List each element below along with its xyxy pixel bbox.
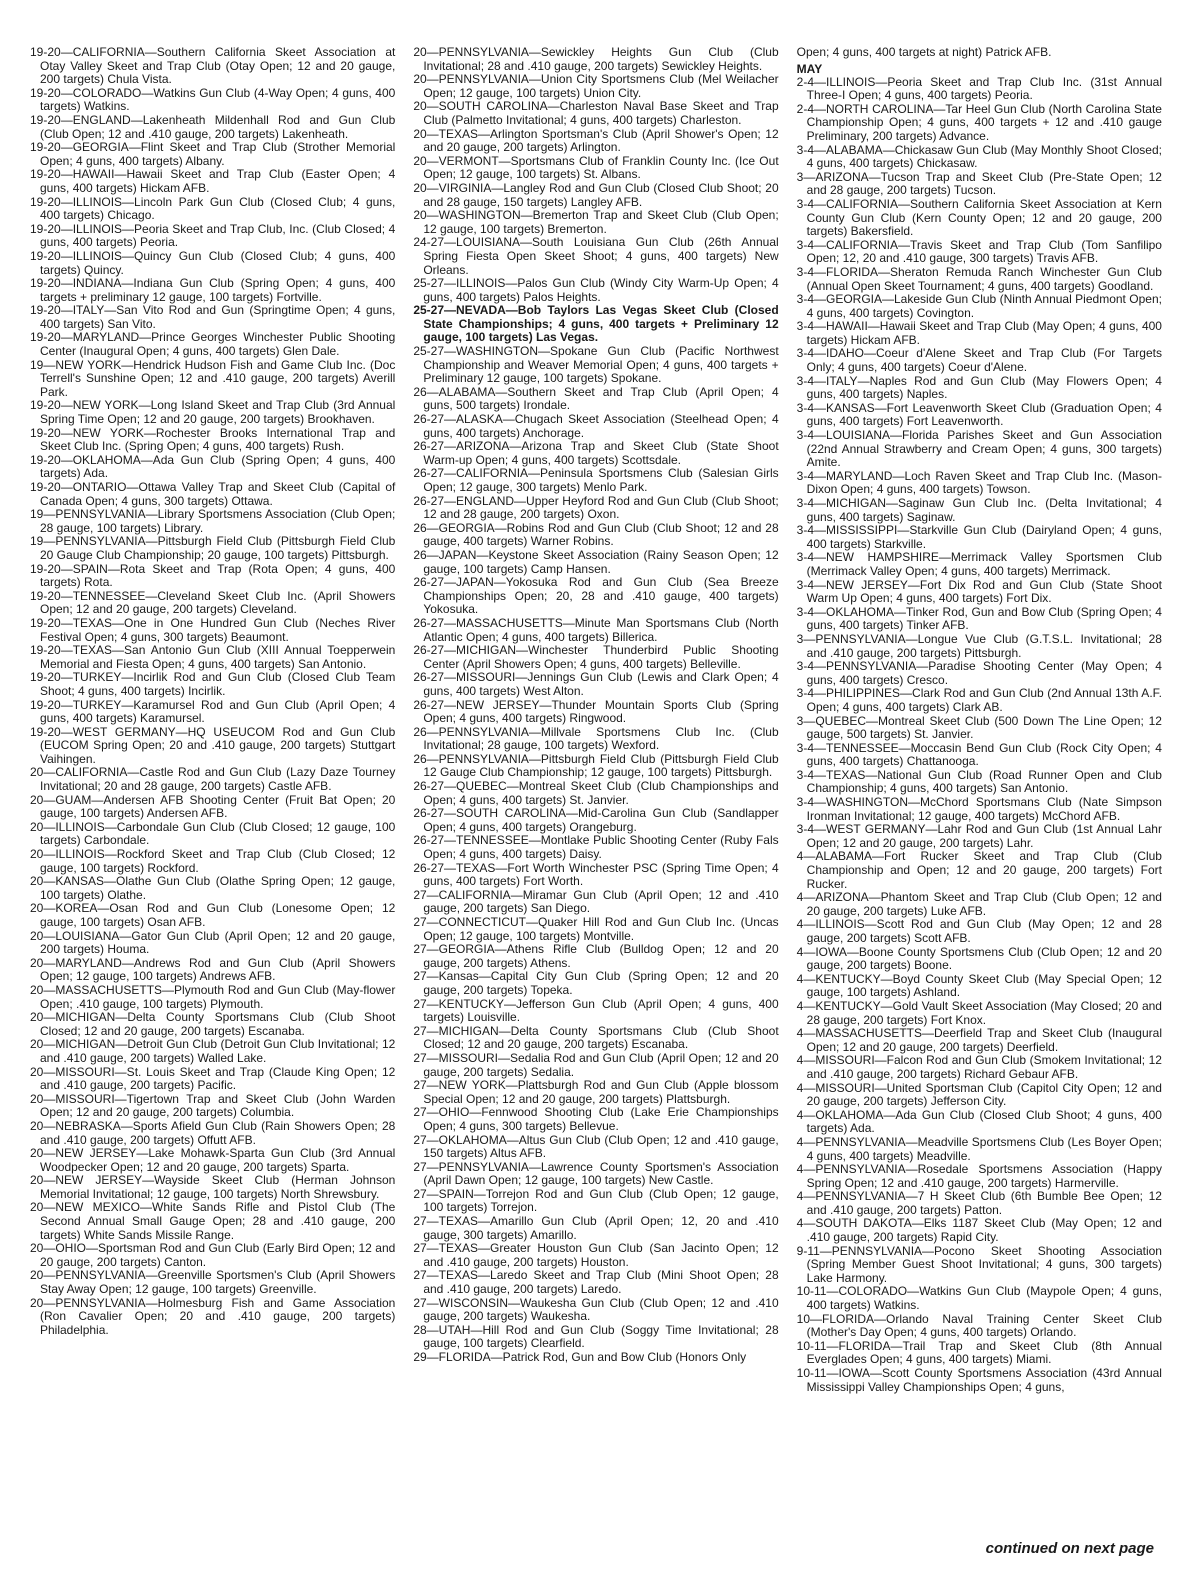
schedule-entry: 3-4—TENNESSEE—Moccasin Bend Gun Club (Rock City Open; 4 guns, 400 targets) Chattanooga.: [796, 740, 1162, 769]
schedule-entry: 20—NEW JERSEY—Wayside Skeet Club (Herman Johnson Memorial Invitational; 12 gauge, 100 targets) North Shrewsbury.: [30, 1173, 396, 1201]
schedule-entry: 20—PENNSYLVANIA—Union City Sportsmens Club (Mel Weilacher Open; 12 gauge, 100 targets) Union City.: [413, 72, 779, 100]
schedule-entry: 4—KENTUCKY—Gold Vault Skeet Association (May Closed; 20 and 28 gauge, 200 targets) Fort Knox.: [796, 998, 1162, 1027]
schedule-entry: 27—TEXAS—Laredo Skeet and Trap Club (Mini Shoot Open; 28 and .410 gauge, 200 targets) Laredo.: [413, 1268, 779, 1297]
schedule-entry: 27—GEORGIA—Athens Rifle Club (Bulldog Open; 12 and 20 gauge, 200 targets) Athens.: [413, 942, 779, 970]
schedule-entry: 26—PENNSYLVANIA—Pittsburgh Field Club (Pittsburgh Field Club 12 Gauge Club Championship; 12 gauge, 100 targets) Pittsburgh.: [413, 751, 779, 780]
schedule-entry: 19-20—COLORADO—Watkins Gun Club (4-Way Open; 4 guns, 400 targets) Watkins.: [30, 85, 396, 114]
schedule-entry: 3-4—PENNSYLVANIA—Paradise Shooting Center (May Open; 4 guns, 400 targets) Cresco.: [796, 659, 1162, 687]
schedule-entry: 20—ILLINOIS—Carbondale Gun Club (Club Closed; 12 gauge, 100 targets) Carbondale.: [30, 819, 396, 848]
schedule-entry: 19—PENNSYLVANIA—Pittsburgh Field Club (Pittsburgh Field Club 20 Gauge Club Championship; 20 gauge, 100 targets) Pittsburgh.: [30, 534, 396, 562]
schedule-entry: 20—GUAM—Andersen AFB Shooting Center (Fruit Bat Open; 20 gauge, 100 targets) Andersen AFB.: [30, 792, 396, 821]
schedule-entry: 19—PENNSYLVANIA—Library Sportsmens Association (Club Open; 28 gauge, 100 targets) Library.: [30, 507, 396, 535]
schedule-entry: 29—FLORIDA—Patrick Rod, Gun and Bow Club (Honors Only: [413, 1350, 747, 1364]
schedule-entry: 10—FLORIDA—Orlando Naval Training Center Skeet Club (Mother's Day Open; 4 guns, 400 targets) Orlando.: [796, 1311, 1162, 1340]
schedule-entry: 3—PENNSYLVANIA—Longue Vue Club (G.T.S.L. Invitational; 28 and .410 gauge, 200 targets) Pittsburgh.: [796, 631, 1162, 660]
schedule-entry: 25-27—NEVADA—Bob Taylors Las Vegas Skeet Club (Closed State Championships; 4 guns, 400 targets + Preliminary 12 gauge, 100 targets) Las Vegas.: [413, 303, 779, 345]
schedule-entry: 20—PENNSYLVANIA—Holmesburg Fish and Game Association (Ron Cavalier Open; 20 and .410 gauge, 200 targets) Philadelphia.: [30, 1295, 396, 1337]
schedule-entry: 4—MISSOURI—Falcon Rod and Gun Club (Smokem Invitational; 12 and .410 gauge, 200 targets) Richard Gebaur AFB.: [796, 1053, 1162, 1081]
schedule-entry: 3-4—ITALY—Naples Rod and Gun Club (May Flowers Open; 4 guns, 400 targets) Naples.: [796, 373, 1162, 402]
schedule-entry: 3-4—NEW JERSEY—Fort Dix Rod and Gun Club (State Shoot Warm Up Open; 4 guns, 400 targets) Fort Dix.: [796, 577, 1162, 606]
schedule-entry: 3-4—MARYLAND—Loch Raven Skeet and Trap Club Inc. (Mason-Dixon Open; 4 guns, 400 targets) Towson.: [796, 468, 1162, 497]
schedule-entry: 26-27—CALIFORNIA—Peninsula Sportsmens Club (Salesian Girls Open; 12 gauge, 300 targets) Menlo Park.: [413, 466, 779, 494]
schedule-entry: 3-4—HAWAII—Hawaii Skeet and Trap Club (May Open; 4 guns, 400 targets) Hickam AFB.: [796, 319, 1162, 347]
schedule-entry: 19—NEW YORK—Hendrick Hudson Fish and Game Club Inc. (Doc Terrell's Sunshine Open; 12 and .410 gauge, 200 targets) Averill Park.: [30, 357, 396, 399]
schedule-entry: 20—ILLINOIS—Rockford Skeet and Trap Club (Club Closed; 12 gauge, 100 targets) Rockford.: [30, 847, 396, 875]
schedule-entry: 20—TEXAS—Arlington Sportsman's Club (April Shower's Open; 12 and 20 gauge, 200 targets) Arlington.: [413, 126, 779, 155]
schedule-entry: 27—CONNECTICUT—Quaker Hill Rod and Gun Club Inc. (Uncas Open; 12 gauge, 100 targets) Montville.: [413, 915, 779, 943]
schedule-entry: 3-4—ALABAMA—Chickasaw Gun Club (May Monthly Shoot Closed; 4 guns, 400 targets) Chickasaw.: [796, 142, 1162, 171]
schedule-column-2: [413, 46, 778, 1394]
schedule-entry: 26-27—QUEBEC—Montreal Skeet Club (Club Championships and Open; 4 guns, 400 targets) St. Janvier.: [413, 779, 779, 807]
schedule-entry: 26-27—JAPAN—Yokosuka Rod and Gun Club (Sea Breeze Championships Open; 20, 28 and .410 gauge, 400 targets) Yokosuka.: [413, 575, 779, 617]
carryover-entries: [797, 46, 1162, 60]
schedule-entry: 3-4—WEST GERMANY—Lahr Rod and Gun Club (1st Annual Lahr Open; 12 and 20 gauge, 200 targets) Lahr.: [796, 822, 1162, 850]
schedule-entry: 26-27—ARIZONA—Arizona Trap and Skeet Club (State Shoot Warm-up Open; 4 guns, 400 targets) Scottsdale.: [413, 439, 779, 467]
schedule-entry: 20—KOREA—Osan Rod and Gun Club (Lonesome Open; 12 gauge, 100 targets) Osan AFB.: [30, 901, 396, 929]
schedule-entry: 10-11—FLORIDA—Trail Trap and Skeet Club (8th Annual Everglades Open; 4 guns, 400 targets) Miami.: [796, 1338, 1162, 1367]
schedule-entry: 27—MISSOURI—Sedalia Rod and Gun Club (April Open; 12 and 20 gauge, 200 targets) Sedalia.: [413, 1050, 779, 1079]
schedule-entry: 20—WASHINGTON—Bremerton Trap and Skeet Club (Club Open; 12 gauge, 100 targets) Bremerton.: [413, 208, 779, 236]
schedule-entry: 27—SPAIN—Torrejon Rod and Gun Club (Club Open; 12 gauge, 100 targets) Torrejon.: [413, 1186, 779, 1215]
schedule-entry: 2-4—NORTH CAROLINA—Tar Heel Gun Club (North Carolina State Championship Open; 4 guns, 400 targets + 12 and .410 gauge Preliminary, 200 targets) Advance.: [796, 101, 1162, 143]
schedule-entry: 26—PENNSYLVANIA—Millvale Sportsmens Club Inc. (Club Invitational; 28 gauge, 100 targets) Wexford.: [413, 724, 779, 753]
schedule-entry: 3-4—FLORIDA—Sheraton Remuda Ranch Winchester Gun Club (Annual Open Skeet Tournament; 4 guns, 400 targets) Goodland.: [796, 264, 1162, 293]
schedule-entry: 25-27—WASHINGTON—Spokane Gun Club (Pacific Northwest Championship and Weaver Memorial Open; 4 guns, 400 targets + Preliminary 12 gauge, 100 targets) Spokane.: [413, 344, 779, 386]
schedule-entry: 4—PENNSYLVANIA—7 H Skeet Club (6th Bumble Bee Open; 12 and .410 gauge, 200 targets) Patton.: [796, 1189, 1162, 1217]
schedule-entry: 19-20—NEW YORK—Long Island Skeet and Trap Club (3rd Annual Spring Time Open; 12 and 20 gauge, 200 targets) Brookhaven.: [30, 398, 396, 427]
schedule-entry: 19-20—TENNESSEE—Cleveland Skeet Club Inc. (April Showers Open; 12 and 20 gauge, 200 targets) Cleveland.: [30, 588, 396, 617]
schedule-entry: 20—VERMONT—Sportsmans Club of Franklin County Inc. (Ice Out Open; 12 gauge, 100 targets) St. Albans.: [413, 153, 779, 182]
schedule-entry: 3-4—OKLAHOMA—Tinker Rod, Gun and Bow Club (Spring Open; 4 guns, 400 targets) Tinker AFB.: [796, 604, 1162, 633]
schedule-entry: 10-11—IOWA—Scott County Sportsmens Association (43rd Annual Mississippi Valley Championships Open; 4 guns,: [796, 1366, 1162, 1394]
schedule-entry: 27—NEW YORK—Plattsburgh Rod and Gun Club (Apple blossom Special Open; 12 and 20 gauge, 200 targets) Plattsburgh.: [413, 1078, 779, 1106]
schedule-entry: 3-4—MISSISSIPPI—Starkville Gun Club (Dairyland Open; 4 guns, 400 targets) Starkville.: [796, 523, 1162, 551]
schedule-entry: 3-4—KANSAS—Fort Leavenworth Skeet Club (Graduation Open; 4 guns, 400 targets) Fort Leavenworth.: [796, 400, 1162, 429]
schedule-entry: 24-27—LOUISIANA—South Louisiana Gun Club (26th Annual Spring Fiesta Open Skeet Shoot; 4 guns, 400 targets) New Orleans.: [413, 235, 779, 277]
schedule-entry: 3-4—LOUISIANA—Florida Parishes Skeet and Gun Association (22nd Annual Strawberry and Cream Open; 4 guns, 300 targets) Amite.: [796, 428, 1162, 470]
schedule-entry: 20—PENNSYLVANIA—Sewickley Heights Gun Club (Club Invitational; 28 and .410 gauge, 200 targets) Sewickley Heights.: [413, 45, 779, 73]
continued-note: continued on next page: [985, 1540, 1154, 1557]
schedule-entry: 20—MARYLAND—Andrews Rod and Gun Club (April Showers Open; 12 gauge, 100 targets) Andrews AFB.: [30, 955, 396, 984]
schedule-entry: 3-4—GEORGIA—Lakeside Gun Club (Ninth Annual Piedmont Open; 4 guns, 400 targets) Covington.: [796, 292, 1162, 320]
schedule-entry: 27—OHIO—Fennwood Shooting Club (Lake Erie Championships Open; 4 guns, 300 targets) Bellevue.: [413, 1105, 779, 1133]
schedule-entry: 20—NEBRASKA—Sports Afield Gun Club (Rain Showers Open; 28 and .410 gauge, 200 targets) Offutt AFB.: [30, 1118, 396, 1147]
schedule-entry: 19-20—ILLINOIS—Lincoln Park Gun Club (Closed Club; 4 guns, 400 targets) Chicago.: [30, 194, 396, 223]
schedule-entry: 20—CALIFORNIA—Castle Rod and Gun Club (Lazy Daze Tourney Invitational; 20 and 28 gauge, 200 targets) Castle AFB.: [30, 765, 396, 794]
schedule-entry: 19-20—TURKEY—Karamursel Rod and Gun Club (April Open; 4 guns, 400 targets) Karamursel.: [30, 697, 396, 726]
schedule-entry: 20—PENNSYLVANIA—Greenville Sportsmen's Club (April Showers Stay Away Open; 12 gauge, 100 targets) Greenville.: [30, 1268, 396, 1297]
schedule-entry: 26-27—TENNESSEE—Montlake Public Shooting Center (Ruby Fals Open; 4 guns, 400 targets) Daisy.: [413, 833, 779, 862]
schedule-entry: 3—ARIZONA—Tucson Trap and Skeet Club (Pre-State Open; 12 and 28 gauge, 200 targets) Tucson.: [796, 169, 1162, 198]
schedule-entry: 19-20—TEXAS—San Antonio Gun Club (XIII Annual Toepperwein Memorial and Fiesta Open; 4 guns, 400 targets) San Antonio.: [30, 643, 396, 671]
schedule-entry: 4—PENNSYLVANIA—Rosedale Sportsmens Association (Happy Spring Open; 12 and .410 gauge, 200 targets) Harmerville.: [796, 1162, 1162, 1190]
schedule-entry: 20—MASSACHUSETTS—Plymouth Rod and Gun Club (May-flower Open; .410 gauge, 100 targets) Plymouth.: [30, 982, 396, 1011]
schedule-entry: 27—Kansas—Capital City Gun Club (Spring Open; 12 and 20 gauge, 200 targets) Topeka.: [413, 969, 779, 997]
schedule-entry: 26-27—ENGLAND—Upper Heyford Rod and Gun Club (Club Shoot; 12 and 28 gauge, 200 targets) Oxon.: [413, 493, 779, 522]
schedule-entry: 19-20—SPAIN—Rota Skeet and Trap (Rota Open; 4 guns, 400 targets) Rota.: [30, 561, 396, 590]
schedule-entry: 19-20—ILLINOIS—Quincy Gun Club (Closed Club; 4 guns, 400 targets) Quincy.: [30, 248, 396, 277]
schedule-entry: 20—MICHIGAN—Delta County Sportsmans Club (Club Shoot Closed; 12 and 20 gauge, 200 targets) Escanaba.: [30, 1010, 396, 1038]
schedule-entry: 3-4—PHILIPPINES—Clark Rod and Gun Club (2nd Annual 13th A.F. Open; 4 guns, 400 targets) Clark AB.: [796, 686, 1162, 714]
schedule-entry: 26-27—MISSOURI—Jennings Gun Club (Lewis and Clark Open; 4 guns, 400 targets) West Alton.: [413, 670, 779, 698]
schedule-entry: 20—SOUTH CAROLINA—Charleston Naval Base Skeet and Trap Club (Palmetto Invitational; 4 guns, 400 targets) Charleston.: [413, 99, 779, 127]
schedule-entry: 28—UTAH—Hill Rod and Gun Club (Soggy Time Invitational; 28 gauge, 100 targets) Clearfield.: [413, 1322, 779, 1351]
schedule-entry: 19-20—GEORGIA—Flint Skeet and Trap Club (Strother Memorial Open; 4 guns, 400 targets) Albany.: [30, 140, 396, 168]
schedule-entry: 4—KENTUCKY—Boyd County Skeet Club (May Special Open; 12 gauge, 100 targets) Ashland.: [796, 971, 1162, 1000]
schedule-entry: 27—MICHIGAN—Delta County Sportsmans Club (Club Shoot Closed; 12 and 20 gauge, 200 targets) Escanaba.: [413, 1023, 779, 1052]
schedule-entry: 20—NEW MEXICO—White Sands Rifle and Pistol Club (The Second Annual Small Gauge Open; 28 and .410 gauge, 200 targets) White Sands Missile Range.: [30, 1200, 396, 1242]
schedule-column-1: [30, 46, 395, 1394]
schedule-entry: 3-4—WASHINGTON—McChord Sportsmans Club (Nate Simpson Ironman Invitational; 12 gauge, 400 targets) McChord AFB.: [796, 795, 1162, 823]
schedule-entry: 20—OHIO—Sportsman Rod and Gun Club (Early Bird Open; 12 and 20 gauge, 200 targets) Canton.: [30, 1241, 396, 1269]
schedule-entry: 4—ALABAMA—Fort Rucker Skeet and Trap Club (Club Championship and Open; 12 and 20 gauge, 200 targets) Fort Rucker.: [796, 849, 1162, 891]
schedule-entry: 27—OKLAHOMA—Altus Gun Club (Club Open; 12 and .410 gauge, 150 targets) Altus AFB.: [413, 1132, 779, 1161]
schedule-entry: 4—IOWA—Boone County Sportsmens Club (Club Open; 12 and 20 gauge, 200 targets) Boone.: [796, 944, 1162, 973]
schedule-entry: 20—KANSAS—Olathe Gun Club (Olathe Spring Open; 12 gauge, 100 targets) Olathe.: [30, 874, 396, 902]
month-heading: MAY: [796, 61, 823, 76]
schedule-entry: Open; 4 guns, 400 targets at night) Patrick AFB.: [796, 45, 1052, 59]
schedule-entry: 26-27—SOUTH CAROLINA—Mid-Carolina Gun Club (Sandlapper Open; 4 guns, 400 targets) Orangeburg.: [413, 806, 779, 834]
schedule-entry: 19-20—HAWAII—Hawaii Skeet and Trap Club (Easter Open; 4 guns, 400 targets) Hickam AFB.: [30, 167, 396, 195]
schedule-entry: 27—PENNSYLVANIA—Lawrence County Sportsmen's Association (April Dawn Open; 12 gauge, 100 targets) New Castle.: [413, 1159, 779, 1188]
schedule-entry: 4—PENNSYLVANIA—Meadville Sportsmens Club (Les Boyer Open; 4 guns, 400 targets) Meadville.: [796, 1134, 1162, 1163]
schedule-entry: 9-11—PENNSYLVANIA—Pocono Skeet Shooting Association (Spring Member Guest Shoot Invitational; 4 guns, 300 targets) Lake Harmony.: [796, 1243, 1162, 1285]
schedule-entry: 3-4—CALIFORNIA—Travis Skeet and Trap Club (Tom Sanfilipo Open; 12, 20 and .410 gauge, 300 targets) Travis AFB.: [796, 237, 1162, 266]
schedule-entry: 26—GEORGIA—Robins Rod and Gun Club (Club Shoot; 12 and 28 gauge, 400 targets) Warner Robins.: [413, 520, 779, 549]
schedule-entry: 20—NEW JERSEY—Lake Mohawk-Sparta Gun Club (3rd Annual Woodpecker Open; 12 and 20 gauge, 200 targets) Sparta.: [30, 1146, 396, 1174]
schedule-columns: [30, 46, 1162, 1394]
schedule-entry: 4—ILLINOIS—Scott Rod and Gun Club (May Open; 12 and 28 gauge, 200 targets) Scott AFB.: [796, 917, 1162, 945]
schedule-entry: 19-20—CALIFORNIA—Southern California Skeet Association at Otay Valley Skeet and Trap Club (Otay Open; 12 and 20 gauge, 200 targets) Chula Vista.: [30, 45, 396, 87]
schedule-entry: 4—MISSOURI—United Sportsman Club (Capitol City Open; 12 and 20 gauge, 200 targets) Jefferson City.: [796, 1080, 1162, 1109]
schedule-entry: 4—OKLAHOMA—Ada Gun Club (Closed Club Shoot; 4 guns, 400 targets) Ada.: [796, 1107, 1162, 1136]
schedule-entry: 27—CALIFORNIA—Miramar Gun Club (April Open; 12 and .410 gauge, 200 targets) San Diego.: [413, 887, 779, 916]
schedule-entry: 26-27—MASSACHUSETTS—Minute Man Sportsmans Club (North Atlantic Open; 4 guns, 400 targets) Billerica.: [413, 615, 779, 644]
schedule-entry: 20—MISSOURI—St. Louis Skeet and Trap (Claude King Open; 12 and .410 gauge, 200 targets) Pacific.: [30, 1064, 396, 1093]
schedule-entry: 4—MASSACHUSETTS—Deerfield Trap and Skeet Club (Inaugural Open; 12 and 20 gauge, 200 targets) Deerfield.: [796, 1026, 1162, 1054]
schedule-entry: 20—MICHIGAN—Detroit Gun Club (Detroit Gun Club Invitational; 12 and .410 gauge, 200 targets) Walled Lake.: [30, 1037, 396, 1065]
schedule-entry: 3-4—NEW HAMPSHIRE—Merrimack Valley Sportsmen Club (Merrimack Valley Open; 4 guns, 400 targets) Merrimack.: [796, 550, 1162, 578]
schedule-entry: 27—TEXAS—Amarillo Gun Club (April Open; 12, 20 and .410 gauge, 300 targets) Amarillo.: [413, 1214, 779, 1242]
schedule-entry: 19-20—ILLINOIS—Peoria Skeet and Trap Club, Inc. (Club Closed; 4 guns, 400 targets) Peoria.: [30, 221, 396, 250]
schedule-entry: 19-20—ENGLAND—Lakenheath Mildenhall Rod and Gun Club (Club Open; 12 and .410 gauge, 200 targets) Lakenheath.: [30, 112, 396, 141]
schedule-entry: 20—MISSOURI—Tigertown Trap and Skeet Club (John Warden Open; 12 and 20 gauge, 200 targets) Columbia.: [30, 1091, 396, 1120]
schedule-entry: 26-27—ALASKA—Chugach Skeet Association (Steelhead Open; 4 guns, 400 targets) Anchorage.: [413, 412, 779, 440]
schedule-entry: 26-27—NEW JERSEY—Thunder Mountain Sports Club (Spring Open; 4 guns, 400 targets) Ringwood.: [413, 697, 779, 726]
schedule-entry: 19-20—NEW YORK—Rochester Brooks International Trap and Skeet Club Inc. (Spring Open; 4 guns, 400 targets) Rush.: [30, 425, 396, 454]
schedule-entry: 27—TEXAS—Greater Houston Gun Club (San Jacinto Open; 12 and .410 gauge, 200 targets) Houston.: [413, 1241, 779, 1269]
schedule-entry: 4—ARIZONA—Phantom Skeet and Trap Club (Club Open; 12 and 20 gauge, 200 targets) Luke AFB.: [796, 890, 1162, 918]
schedule-entry: 10-11—COLORADO—Watkins Gun Club (Maypole Open; 4 guns, 400 targets) Watkins.: [796, 1284, 1162, 1313]
schedule-entry: 19-20—WEST GERMANY—HQ USEUCOM Rod and Gun Club (EUCOM Spring Open; 20 and .410 gauge, 200 targets) Stuttgart Vaihingen.: [30, 724, 396, 766]
schedule-column-3: [797, 46, 1162, 1394]
schedule-entry: 26—JAPAN—Keystone Skeet Association (Rainy Season Open; 12 gauge, 100 targets) Camp Hansen.: [413, 547, 779, 576]
schedule-entry: 19-20—ITALY—San Vito Rod and Gun (Springtime Open; 4 guns, 400 targets) San Vito.: [30, 303, 396, 331]
may-entries: [797, 76, 1162, 1395]
schedule-entry: 20—VIRGINIA—Langley Rod and Gun Club (Closed Club Shoot; 20 and 28 gauge, 150 targets) Langley AFB.: [413, 180, 779, 209]
schedule-entry: 27—KENTUCKY—Jefferson Gun Club (April Open; 4 guns, 400 targets) Louisville.: [413, 996, 779, 1025]
schedule-entry: 19-20—OKLAHOMA—Ada Gun Club (Spring Open; 4 guns, 400 targets) Ada.: [30, 452, 396, 481]
schedule-entry: 26—ALABAMA—Southern Skeet and Trap Club (April Open; 4 guns, 500 targets) Irondale.: [413, 384, 779, 413]
schedule-entry: 27—WISCONSIN—Waukesha Gun Club (Club Open; 12 and .410 gauge, 200 targets) Waukesha.: [413, 1295, 779, 1324]
schedule-entry: 4—SOUTH DAKOTA—Elks 1187 Skeet Club (May Open; 12 and .410 gauge, 200 targets) Rapid City.: [796, 1216, 1162, 1245]
schedule-entry: 3-4—IDAHO—Coeur d'Alene Skeet and Trap Club (For Targets Only; 4 guns, 400 targets) Coeur d'Alene.: [796, 346, 1162, 375]
schedule-entry: 3-4—CALIFORNIA—Southern California Skeet Association at Kern County Gun Club (Kern County Open; 12 and 20 gauge, 200 targets) Bakersfield.: [796, 196, 1162, 239]
schedule-entry: 26-27—TEXAS—Fort Worth Winchester PSC (Spring Time Open; 4 guns, 400 targets) Fort Worth.: [413, 860, 779, 889]
schedule-entry: 19-20—TURKEY—Incirlik Rod and Gun Club (Closed Club Team Shoot; 4 guns, 400 targets) Incirlik.: [30, 670, 396, 698]
schedule-entry: 19-20—INDIANA—Indiana Gun Club (Spring Open; 4 guns, 400 targets + preliminary 12 gauge, 100 targets) Fortville.: [30, 276, 396, 304]
schedule-entry: 2-4—ILLINOIS—Peoria Skeet and Trap Club Inc. (31st Annual Three-I Open; 4 guns, 400 targets) Peoria.: [796, 74, 1162, 103]
schedule-entry: 3-4—TEXAS—National Gun Club (Road Runner Open and Club Championship; 4 guns, 400 targets) San Antonio.: [796, 767, 1162, 796]
schedule-entry: 25-27—ILLINOIS—Palos Gun Club (Windy City Warm-Up Open; 4 guns, 400 targets) Palos Heights.: [413, 276, 779, 304]
schedule-entry: 19-20—TEXAS—One in One Hundred Gun Club (Neches River Festival Open; 4 guns, 300 targets) Beaumont.: [30, 615, 396, 644]
schedule-entry: 3-4—MICHIGAN—Saginaw Gun Club Inc. (Delta Invitational; 4 guns, 400 targets) Saginaw.: [796, 496, 1162, 524]
schedule-entry: 19-20—MARYLAND—Prince Georges Winchester Public Shooting Center (Inaugural Open; 4 guns, 400 targets) Glen Dale.: [30, 330, 396, 359]
schedule-entry: 3—QUEBEC—Montreal Skeet Club (500 Down The Line Open; 12 gauge, 500 targets) St. Janvier.: [796, 713, 1162, 742]
schedule-entry: 19-20—ONTARIO—Ottawa Valley Trap and Skeet Club (Capital of Canada Open; 4 guns, 300 targets) Ottawa.: [30, 480, 396, 508]
schedule-entry: 26-27—MICHIGAN—Winchester Thunderbird Public Shooting Center (April Showers Open; 4 guns, 400 targets) Belleville.: [413, 643, 779, 671]
schedule-entry: 20—LOUISIANA—Gator Gun Club (April Open; 12 and 20 gauge, 200 targets) Houma.: [30, 928, 396, 957]
